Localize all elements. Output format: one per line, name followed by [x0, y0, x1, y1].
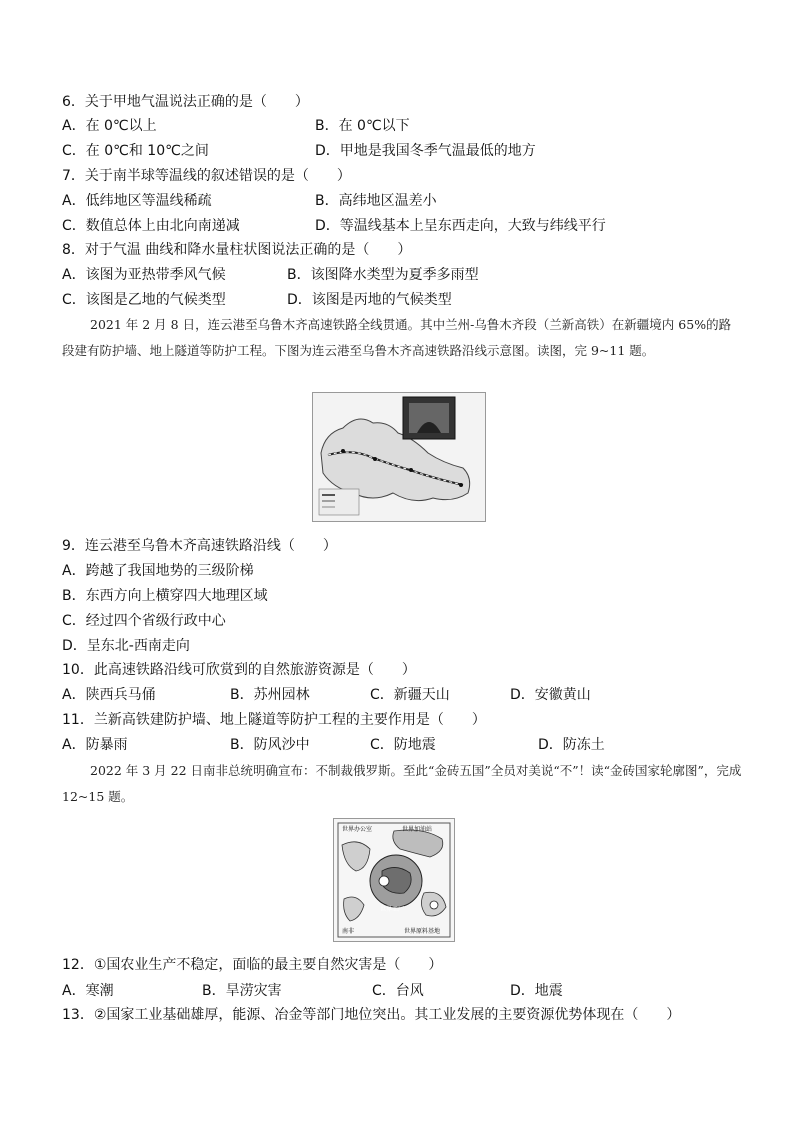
- q10-option-c: C．新疆天山: [370, 687, 450, 703]
- q7-option-c: C．数值总体上由北向南递减: [62, 218, 240, 234]
- q11-stem: 11．兰新高铁建防护墙、地上隧道等防护工程的主要作用是（ ）: [62, 712, 486, 728]
- railway-map-image: [313, 393, 485, 521]
- q10-option-a: A．陕西兵马俑: [62, 687, 156, 703]
- q12-option-d: D．地震: [510, 983, 563, 999]
- q8-option-a: A．该图为亚热带季风气候: [62, 267, 226, 283]
- q12-option-b: B．旱涝灾害: [202, 983, 282, 999]
- label-world-office: 世界办公室: [342, 826, 373, 833]
- railway-map-figure: [312, 392, 486, 522]
- q6-stem: 6．关于甲地气温说法正确的是（ ）: [62, 94, 309, 110]
- brics-map-image: [334, 819, 454, 941]
- q12-stem: 12．①国农业生产不稳定，面临的最主要自然灾害是（ ）: [62, 957, 443, 973]
- q10-option-b: B．苏州园林: [230, 687, 310, 703]
- intro-passage-1: [62, 312, 742, 364]
- label-south-africa: 南非: [342, 928, 355, 935]
- intro-passage-2-text: 2022 年 3 月 22 日南非总统明确宣布：不制裁俄罗斯。至此“金砖五国”全员对美说“不”！读“金砖国家轮廓图”，完成 12~15 题。: [62, 763, 742, 804]
- q10-option-d: D．安徽黄山: [510, 687, 591, 703]
- q8-option-c: C．该图是乙地的气候类型: [62, 292, 226, 308]
- q7-stem: 7．关于南半球等温线的叙述错误的是（ ）: [62, 168, 351, 184]
- q6-option-a: A．在 0℃以上: [62, 118, 157, 134]
- intro-passage-1-text: 2021 年 2 月 8 日，连云港至乌鲁木齐高速铁路全线贯通。其中兰州-乌鲁木齐段（兰新高铁）在新疆境内 65%的路段建有防护墙、地上隧道等防护工程。下图为连云港至乌鲁木齐高速铁路沿线示意图。读图，完 9~11 题。: [62, 317, 732, 358]
- q11-option-d: D．防冻土: [538, 737, 605, 753]
- q6-option-d: D．甲地是我国冬季气温最低的地方: [315, 143, 536, 159]
- label-world-factory: 世界工厂: [380, 906, 405, 913]
- q9-stem: 9．连云港至乌鲁木齐高速铁路沿线（ ）: [62, 538, 337, 554]
- q7-option-b: B．高纬地区温差小: [315, 193, 437, 209]
- q9-option-d: D．呈东北-西南走向: [62, 638, 190, 654]
- q12-option-a: A．寒潮: [62, 983, 114, 999]
- label-world-gas-station: 世界加油站: [402, 826, 433, 833]
- q11-option-a: A．防暴雨: [62, 737, 128, 753]
- q9-option-a: A．跨越了我国地势的三级阶梯: [62, 563, 254, 579]
- q8-stem: 8．对于气温 曲线和降水量柱状图说法正确的是（ ）: [62, 242, 412, 258]
- q8-option-d: D．该图是丙地的气候类型: [287, 292, 452, 308]
- q6-option-b: B．在 0℃以下: [315, 118, 410, 134]
- q13-stem: 13．②国家工业基础雄厚，能源、冶金等部门地位突出。其工业发展的主要资源优势体现在（ ）: [62, 1007, 681, 1023]
- q9-option-c: C．经过四个省级行政中心: [62, 613, 226, 629]
- q11-option-c: C．防地震: [370, 737, 436, 753]
- intro-passage-2: [62, 758, 742, 810]
- q12-option-c: C．台风: [372, 983, 424, 999]
- brics-map-figure: [333, 818, 455, 942]
- label-world-raw-material-base: 世界原料基地: [404, 928, 441, 935]
- q7-option-d: D．等温线基本上呈东西走向，大致与纬线平行: [315, 218, 606, 234]
- q8-option-b: B．该图降水类型为夏季多雨型: [287, 267, 479, 283]
- q9-option-b: B．东西方向上横穿四大地理区域: [62, 588, 268, 604]
- q6-option-c: C．在 0℃和 10℃之间: [62, 143, 209, 159]
- q10-stem: 10．此高速铁路沿线可欣赏到的自然旅游资源是（ ）: [62, 662, 416, 678]
- q7-option-a: A．低纬地区等温线稀疏: [62, 193, 212, 209]
- q11-option-b: B．防风沙中: [230, 737, 310, 753]
